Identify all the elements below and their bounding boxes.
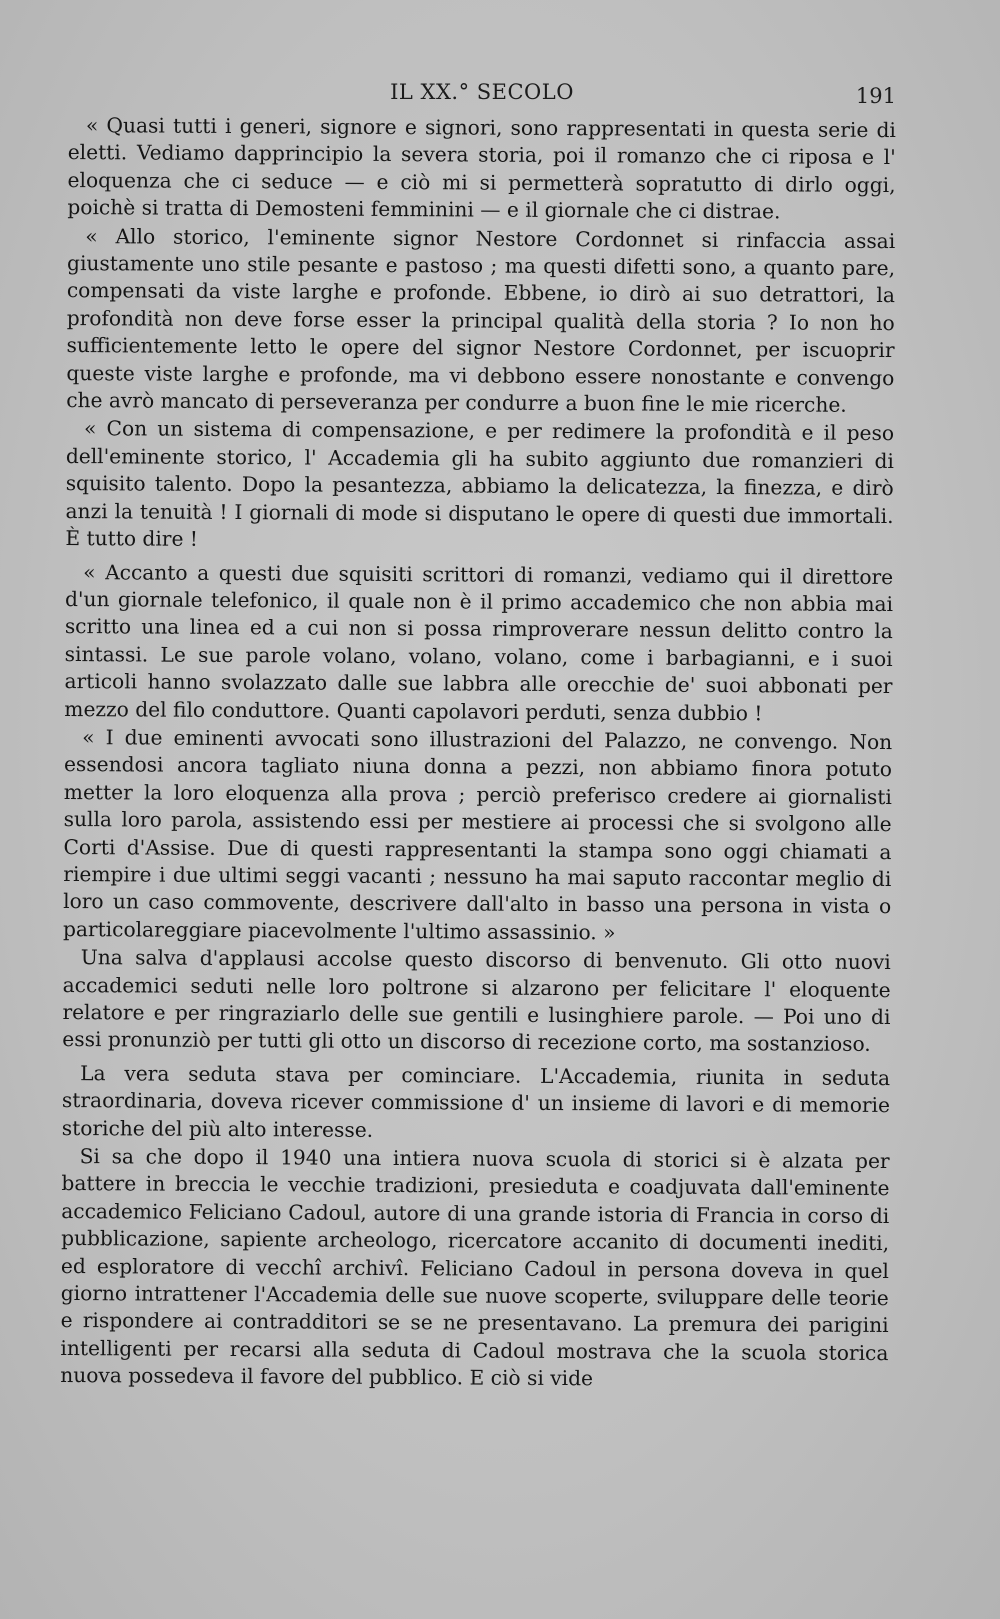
paragraph: « Con un sistema di compensazione, e per redimere la profondità e il peso dell'eminente storico, l' Accademia gli ha subito aggiunto due romanzieri di squisito talento. Dopo la pesantezza, abbiamo la delicatezza, la finezza, e dirò anzi la tenuità ! I giornali di mode si disputano le opere di questi due immortali. È tutto dire ! <box>65 416 895 551</box>
body-text <box>60 112 896 1395</box>
paragraph: « Allo storico, l'eminente signor Nestore Cordonnet si rinfaccia assai giustamente uno stile pesante e pastoso ; ma questi difetti sono, a quanto pare, compensati da viste larghe e profonde. Ebbene, io dirò ai suo detrattori, la profondità non deve forse esser la principal qualità della storia ? Io non ho sufficientemente letto le opere del signor Nestore Cordonnet, per iscuoprir queste viste larghe e profonde, ma vi debbono essere nonostante e convengo che avrò mancato di perseveranza per condurre a buon fine le mie ricerche. <box>66 223 896 417</box>
running-title: IL XX.° SECOLO <box>390 80 574 104</box>
paragraph: Una salva d'applausi accolse questo discorso di benvenuto. Gli otto nuovi accademici seduti nelle loro poltrone si alzarono per felicitare l' eloquente relatore e per ringraziarlo delle sue gentili e lusinghiere parole. — Poi uno di essi pronunziò per tutti gli otto un discorso di recezione corto, ma sostanzioso. <box>62 945 891 1057</box>
paragraph: « Quasi tutti i generi, signore e signori, sono rappresentati in questa serie di eletti. Vediamo dapprincipio la severa storia, poi il romanzo che ci riposa e l' eloquenza che ci seduce — e ciò mi si permetterà sopratutto di dirlo oggi, poichè si tratta di Demosteni femminini — e il giornale che ci distrae. <box>67 113 896 224</box>
paragraph: La vera seduta stava per cominciare. L'Accademia, riunita in seduta straordinaria, doveva ricever commissione d' un insieme di lavori e di memorie storiche del più alto interesse. <box>61 1060 891 1142</box>
page-number: 191 <box>855 84 896 108</box>
running-head <box>68 80 896 112</box>
paragraph: « I due eminenti avvocati sono illustrazioni del Palazzo, ne convengo. Non essendosi ancora tagliato niuna donna a pezzi, non abbiamo finora potuto metter la loro eloquenza alla prova ; perciò preferisco credere ai giornalisti sulla loro parola, assistendo essi per mestiere ai processi che si svolgono alle Corti d'Assise. Due di questi rappresentanti la stampa sono oggi chiamati a riempire i due ultimi seggi vacanti ; nessuno ha mai saputo raccontar meglio di loro un caso commovente, descrivere dall'alto in basso una persona in vista o particolareggiare piacevolmente l'ultimo assassinio. » <box>62 725 893 945</box>
paragraph: Si sa che dopo il 1940 una intiera nuova scuola di storici si è alzata per battere in breccia le vecchie tradizioni, presieduta e coadjuvata dall'eminente accademico Feliciano Cadoul, autore di una grande istoria di Francia in corso di pubblicazione, sapiente archeologo, ricercatore accanito di documenti inediti, ed esploratore di vecchî archivî. Feliciano Cadoul in persona doveva in quel giorno intrattener l'Accademia delle sue nuove scoperte, sviluppare delle teorie e rispondere ai contradditori se se ne presentavano. La premura dei parigini intelligenti per recarsi alla seduta di Cadoul mostrava che la scuola storica nuova possedeva il favore del pubblico. E ciò si vide <box>60 1144 890 1391</box>
paragraph: « Accanto a questi due squisiti scrittori di romanzi, vediamo qui il direttore d'un giornale telefonico, il quale non è il primo accademico che non abbia mai scritto una linea ed a cui non si possa rimproverare nessun delitto contro la sintassi. Le sue parole volano, volano, volano, come i barbagianni, e i suoi articoli hanno svolazzato dalle sue labbra alle orecchie de' suoi abbonati per mezzo del filo conduttore. Quanti capolavori perduti, senza dubbio ! <box>64 559 894 725</box>
